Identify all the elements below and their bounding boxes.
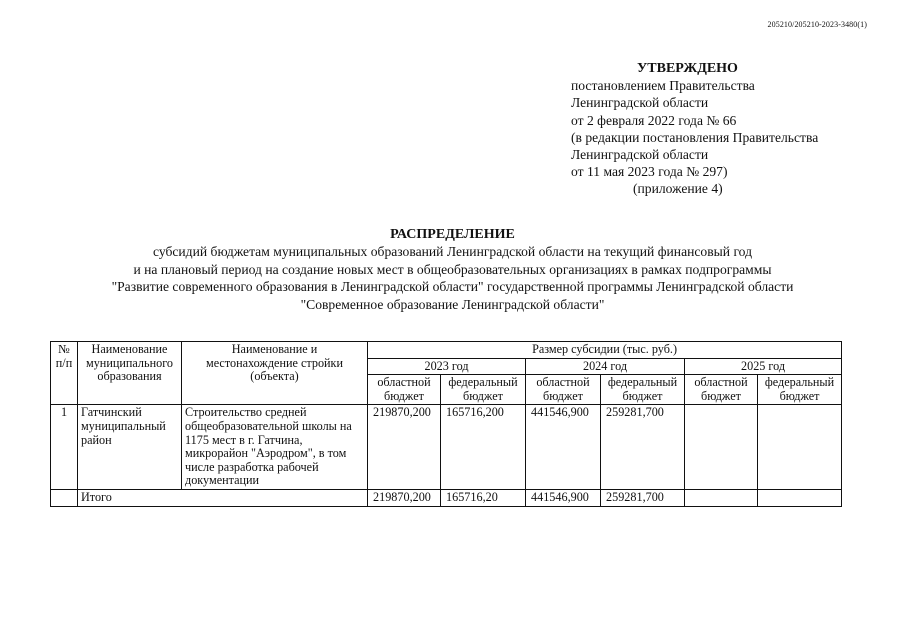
header-federal-budget: федеральный бюджет — [441, 375, 526, 405]
table-row — [51, 405, 842, 490]
header-subsidy: Размер субсидии (тыс. руб.) — [368, 342, 842, 359]
total-value-2024-regional: 441546,900 — [526, 489, 601, 506]
row-value-2025-federal — [758, 405, 842, 490]
approval-line: Ленинградской области — [571, 147, 709, 163]
approval-line: (в редакции постановления Правительства — [571, 129, 819, 145]
table-total-row — [51, 489, 842, 506]
header-regional-budget: областной бюджет — [368, 375, 441, 405]
title-line: субсидий бюджетам муниципальных образований Ленинградской области на текущий финансовый год — [152, 244, 753, 260]
title-line: "Современное образование Ленинградской области" — [300, 296, 605, 312]
title-line: и на плановый период на создание новых мест в общеобразовательных организациях в рамках подпрограммы — [133, 261, 772, 277]
total-value-2023-regional: 219870,200 — [368, 489, 441, 506]
row-value-2023-regional: 219870,200 — [368, 405, 441, 490]
approval-line: от 11 мая 2023 года № 297) — [571, 164, 728, 180]
approval-appendix: (приложение 4) — [633, 181, 723, 197]
header-object: Наименование и местонахождение стройки (объекта) — [182, 342, 368, 405]
row-municipality: Гатчинский муниципальный район — [78, 405, 182, 490]
subsidy-table — [50, 341, 842, 507]
row-object: Строительство средней общеобразовательной школы на 1175 мест в г. Гатчина, микрорайон "Аэродром", в том числе разработка рабочей документации — [182, 405, 368, 490]
title-line: "Развитие современного образования в Ленинградской области" государственной программы Ленинградской области — [111, 279, 794, 295]
row-value-2025-regional — [685, 405, 758, 490]
row-value-2023-federal: 165716,200 — [441, 405, 526, 490]
document-id: 205210/205210-2023-3480(1) — [767, 20, 867, 29]
header-year-2024: 2024 год — [526, 358, 685, 375]
total-value-2025-regional — [685, 489, 758, 506]
header-year-2025: 2025 год — [685, 358, 842, 375]
row-value-2024-federal: 259281,700 — [601, 405, 685, 490]
approval-line: от 2 февраля 2022 года № 66 — [571, 112, 737, 128]
header-regional-budget: областной бюджет — [526, 375, 601, 405]
approval-stamp — [571, 60, 891, 198]
header-year-2023: 2023 год — [368, 358, 526, 375]
header-regional-budget: областной бюджет — [685, 375, 758, 405]
row-value-2024-regional: 441546,900 — [526, 405, 601, 490]
row-num: 1 — [51, 405, 78, 490]
header-federal-budget: федеральный бюджет — [601, 375, 685, 405]
total-value-2023-federal: 165716,20 — [441, 489, 526, 506]
total-value-2024-federal: 259281,700 — [601, 489, 685, 506]
header-num: № п/п — [51, 342, 78, 405]
document-title — [30, 226, 875, 313]
approval-heading: УТВЕРЖДЕНО — [637, 61, 738, 76]
approval-line: постановлением Правительства — [571, 78, 755, 94]
approval-line: Ленинградской области — [571, 95, 709, 111]
title-main: РАСПРЕДЕЛЕНИЕ — [390, 227, 515, 242]
total-label: Итого — [78, 489, 368, 506]
total-num-cell — [51, 489, 78, 506]
header-municipality: Наименование муниципального образования — [78, 342, 182, 405]
total-value-2025-federal — [758, 489, 842, 506]
header-federal-budget: федеральный бюджет — [758, 375, 842, 405]
